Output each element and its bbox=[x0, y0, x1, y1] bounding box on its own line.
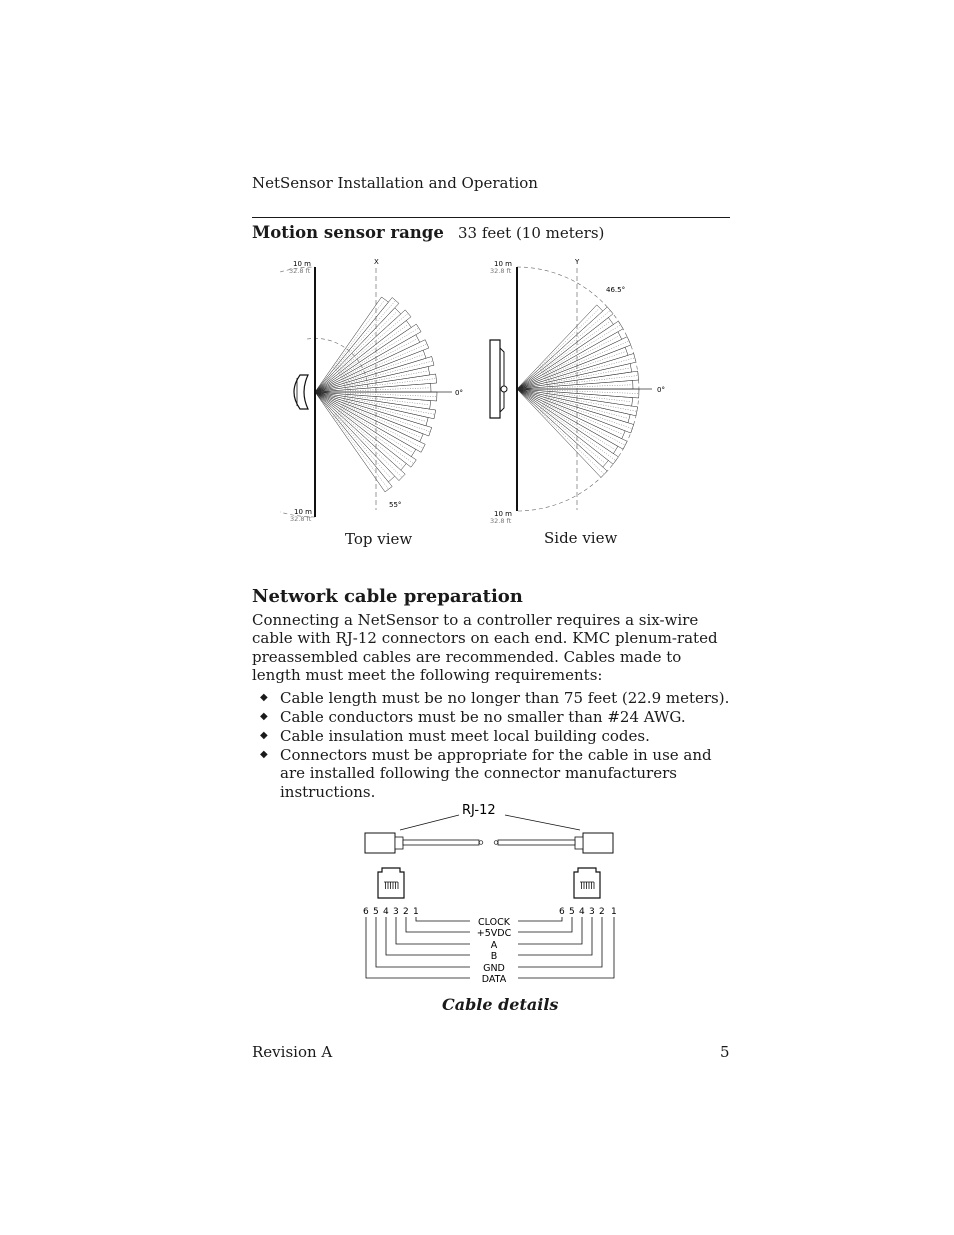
rj12-label: RJ-12 bbox=[462, 803, 496, 818]
sensor-side-icon bbox=[490, 340, 500, 418]
side-dist-top-m: 10 m bbox=[494, 260, 512, 268]
right-pin-5: 5 bbox=[569, 907, 575, 917]
requirements-list bbox=[260, 689, 730, 801]
intro-paragraph: Connecting a NetSensor to a controller requires a six-wire cable with RJ-12 connectors on each end. KMC plenum-rated preassembled cables are recommended. Cables made to length must meet the following requirements: bbox=[252, 611, 718, 685]
signal-a: A bbox=[490, 940, 498, 951]
top-view-diagram bbox=[280, 252, 470, 532]
right-cable bbox=[498, 840, 575, 845]
page-number: 5 bbox=[720, 1043, 730, 1061]
left-pin-5: 5 bbox=[373, 907, 379, 917]
right-pin-3: 3 bbox=[589, 907, 595, 917]
right-pin-2: 2 bbox=[599, 907, 605, 917]
running-header: NetSensor Installation and Operation bbox=[252, 174, 538, 192]
left-pin-3: 3 bbox=[393, 907, 399, 917]
top-dist-top-m: 10 m bbox=[293, 260, 311, 268]
top-axis-label: X bbox=[374, 258, 379, 266]
signal-b: B bbox=[490, 951, 498, 962]
side-angle-label: 46.5° bbox=[606, 286, 626, 294]
signal-clock: CLOCK bbox=[478, 917, 510, 928]
right-pin-4: 4 bbox=[579, 907, 585, 917]
sensor-top-icon bbox=[294, 375, 308, 409]
section-heading-motion-range: Motion sensor range bbox=[252, 223, 444, 242]
side-view-fan bbox=[517, 305, 639, 478]
top-dist-bottom-m: 10 m bbox=[294, 508, 312, 516]
left-plug bbox=[365, 833, 395, 853]
side-axis-label: Y bbox=[575, 258, 580, 266]
range-label: 33 feet (10 meters) bbox=[458, 224, 605, 242]
left-pin-1: 1 bbox=[413, 907, 419, 917]
signal-data: DATA bbox=[481, 974, 507, 985]
top-dist-top-ft: 32.8 ft bbox=[289, 267, 311, 275]
side-view-caption: Side view bbox=[544, 529, 618, 547]
right-pin-6: 6 bbox=[559, 907, 565, 917]
list-item: ◆ Connectors must be appropriate for the cable in use and are installed following the connector manufacturers instructions. bbox=[260, 745, 712, 801]
side-dist-bottom-ft: 32.8 ft bbox=[490, 517, 512, 525]
footer-revision: Revision A bbox=[252, 1043, 333, 1061]
top-dist-bottom-ft: 32.8 ft bbox=[290, 515, 312, 523]
side-dist-top-ft: 32.8 ft bbox=[490, 267, 512, 275]
section-heading-cable-prep: Network cable preparation bbox=[252, 586, 523, 607]
header-rule bbox=[252, 217, 730, 218]
left-cable bbox=[403, 840, 479, 845]
left-pin-4: 4 bbox=[383, 907, 389, 917]
cable-diagram bbox=[355, 796, 625, 991]
left-pin-2: 2 bbox=[403, 907, 409, 917]
side-zero-label: 0° bbox=[657, 386, 665, 394]
right-jack bbox=[574, 868, 600, 898]
side-view-diagram bbox=[482, 252, 672, 532]
top-angle-label: 55° bbox=[389, 501, 402, 509]
top-zero-label: 0° bbox=[455, 389, 463, 397]
signal-gnd: GND bbox=[483, 963, 505, 974]
right-plug bbox=[583, 833, 613, 853]
top-view-caption: Top view bbox=[345, 530, 413, 548]
diamond-bullet-icon: ◆ bbox=[260, 710, 268, 722]
side-dist-bottom-m: 10 m bbox=[494, 510, 512, 518]
left-pin-6: 6 bbox=[363, 907, 369, 917]
signal-5vdc: +5VDC bbox=[476, 928, 512, 939]
diamond-bullet-icon: ◆ bbox=[260, 748, 268, 760]
list-item: ◆ Cable length must be no longer than 75 feet (22.9 meters). bbox=[260, 689, 730, 707]
list-item: ◆ Cable insulation must meet local building codes. bbox=[260, 726, 650, 745]
left-jack bbox=[378, 868, 404, 898]
diamond-bullet-icon: ◆ bbox=[260, 692, 268, 703]
diamond-bullet-icon: ◆ bbox=[260, 729, 268, 741]
cable-details-caption: Cable details bbox=[442, 995, 559, 1014]
right-pin-1: 1 bbox=[611, 907, 617, 917]
list-item: ◆ Cable conductors must be no smaller than #24 AWG. bbox=[260, 707, 686, 726]
